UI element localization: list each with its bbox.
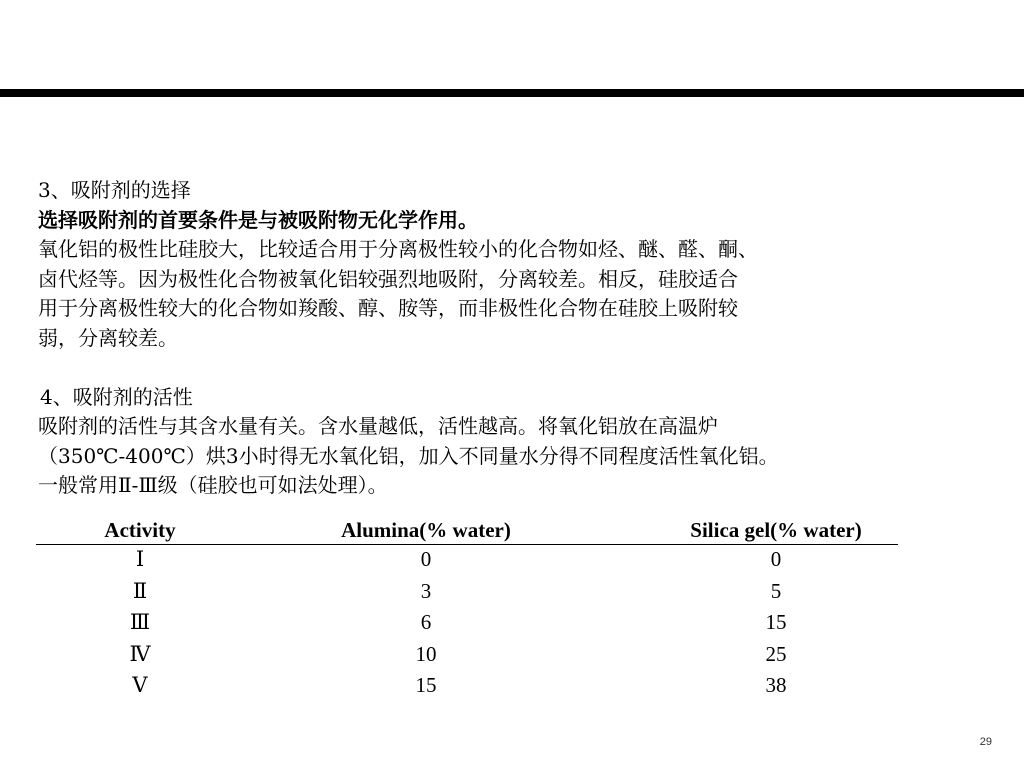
section3-paragraph-line: 弱，分离较差。	[38, 325, 178, 350]
section4-paragraph-line: （350℃-400℃）烘3小时得无水氧化铝，加入不同量水分得不同程度活性氧化铝。	[38, 443, 779, 468]
section3-paragraph-line: 氧化铝的极性比硅胶大，比较适合用于分离极性较小的化合物如烃、醚、醛、酮、	[38, 237, 758, 261]
table-row	[36, 608, 898, 640]
cell-alumina: 10	[415, 641, 437, 666]
cell-silica-gel: 25	[765, 641, 787, 666]
cell-alumina: 15	[415, 673, 437, 697]
table-row	[36, 545, 898, 577]
section3-paragraph-line: 用于分离极性较大的化合物如羧酸、醇、胺等，而非极性化合物在硅胶上吸附较	[38, 296, 738, 320]
slide-body	[38, 176, 998, 501]
cell-silica-gel: 5	[770, 578, 782, 603]
table-header-row	[36, 516, 898, 545]
section4-paragraph-line: 一般常用Ⅱ-Ⅲ级（硅胶也可如法处理）。	[38, 473, 388, 497]
cell-activity: Ⅴ	[132, 673, 148, 697]
cell-alumina: 0	[420, 547, 432, 571]
section4-paragraph-line: 吸附剂的活性与其含水量有关。含水量越低，活性越高。将氧化铝放在高温炉	[38, 414, 718, 438]
section3-paragraph-line: 卤代烃等。因为极性化合物被氧化铝较强烈地吸附，分离较差。相反，硅胶适合	[38, 266, 738, 291]
section3-key-point: 选择吸附剂的首要条件是与被吸附物无化学作用。	[38, 207, 478, 232]
cell-activity: Ⅰ	[135, 547, 145, 571]
cell-silica-gel: 0	[770, 547, 782, 571]
cell-alumina: 3	[420, 578, 432, 603]
header-activity: Activity	[104, 518, 176, 542]
activity-table	[36, 516, 898, 703]
cell-silica-gel: 15	[765, 610, 787, 634]
section3-heading: 3、吸附剂的选择	[38, 178, 191, 202]
cell-activity: Ⅱ	[132, 578, 148, 603]
header-silica-gel: Silica gel(% water)	[690, 518, 862, 542]
section4-heading: 4、吸附剂的活性	[40, 384, 193, 409]
cell-alumina: 6	[420, 610, 432, 634]
cell-activity: Ⅳ	[129, 641, 151, 666]
cell-silica-gel: 38	[765, 673, 787, 697]
top-rule	[0, 89, 1024, 97]
table-row	[36, 671, 898, 703]
table-row	[36, 577, 898, 609]
page-number: 29	[979, 736, 992, 748]
header-alumina: Alumina(% water)	[341, 518, 511, 542]
paragraph-gap	[38, 353, 998, 383]
cell-activity: Ⅲ	[129, 610, 151, 634]
table-row	[36, 640, 898, 672]
